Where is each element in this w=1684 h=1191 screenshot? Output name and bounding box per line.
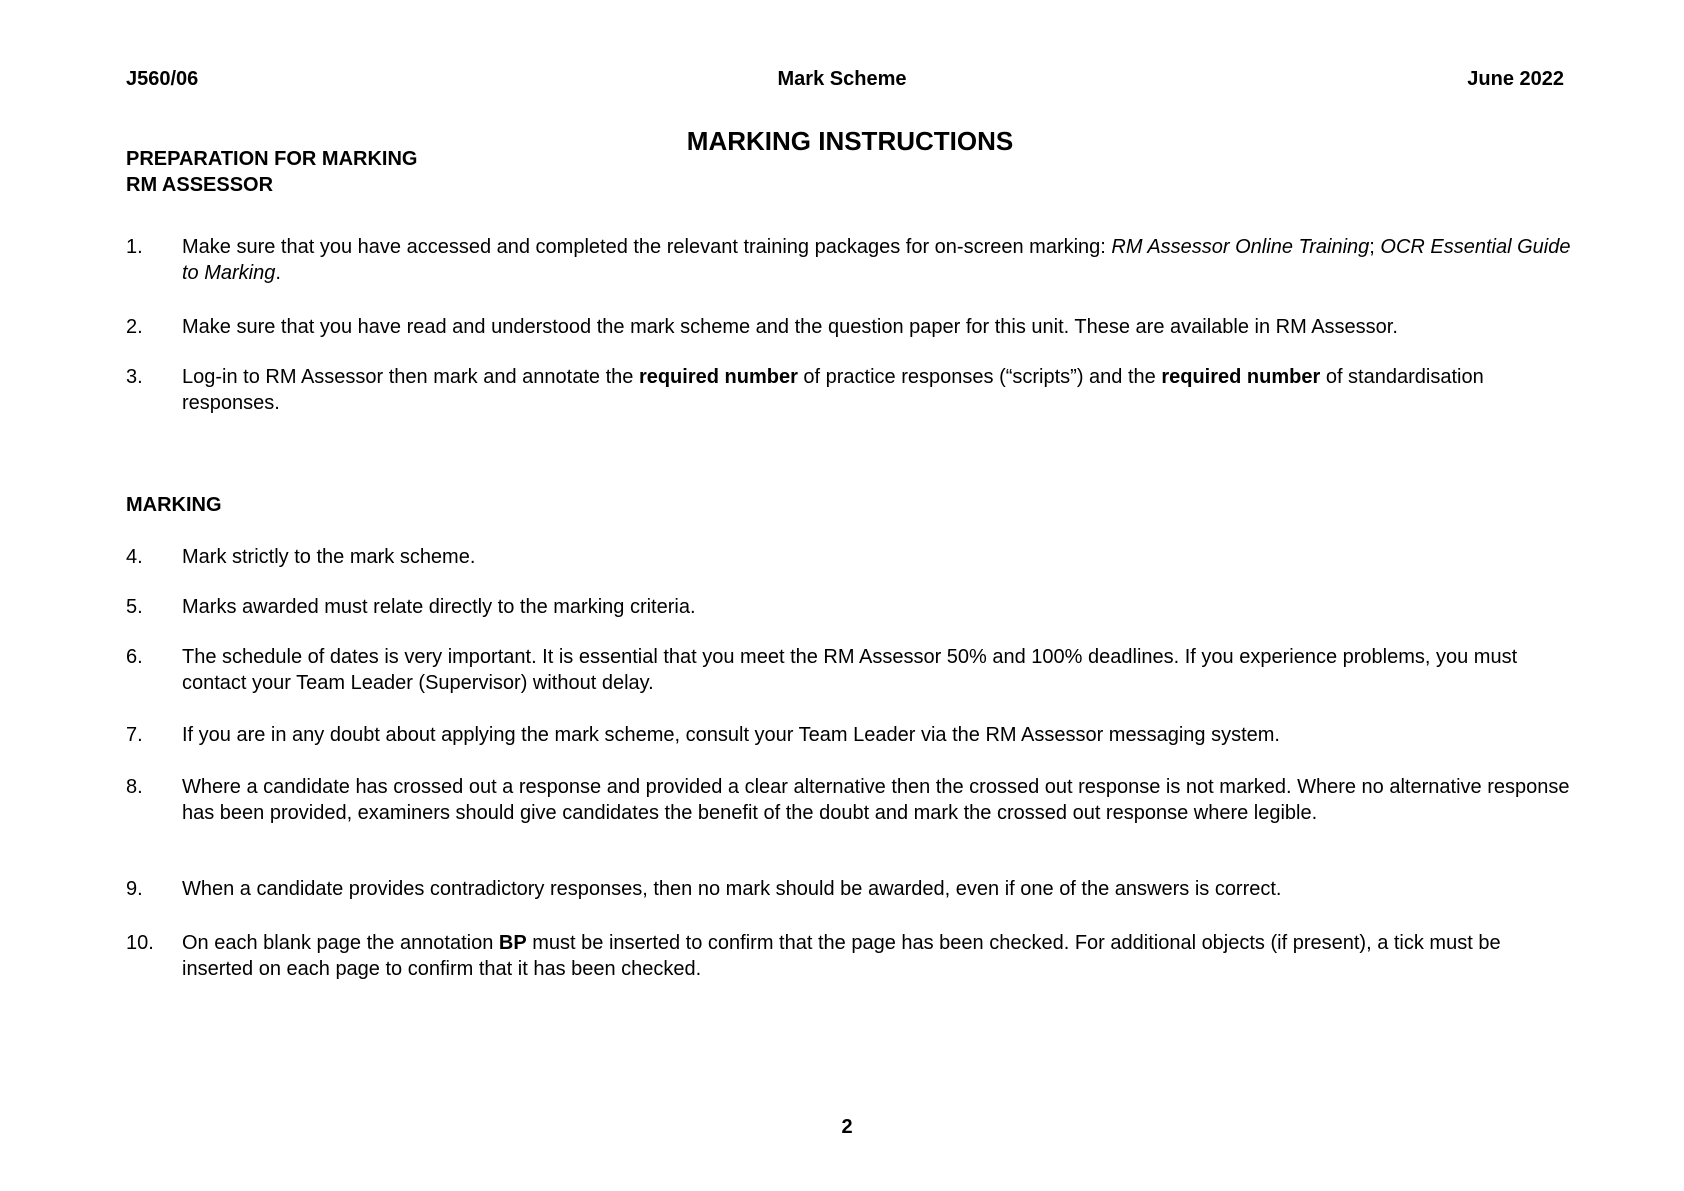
item-text [182, 364, 1576, 416]
item-text: Mark strictly to the mark scheme. [182, 546, 476, 568]
item-number: 2. [126, 316, 143, 338]
item-text: Where a candidate has crossed out a response and provided a clear alternative then the crossed out response is not marked. Where no alternative response has been provided, examiners should give candidates the benefit of the doubt and mark the crossed out response where legible. [182, 776, 1570, 824]
list-item [126, 594, 1576, 620]
text-run: of standardisation responses. [182, 366, 1484, 414]
list-item [126, 364, 1576, 416]
page-title: MARKING INSTRUCTIONS [686, 126, 1014, 156]
item-number: 3. [126, 366, 143, 388]
heading-preparation: PREPARATION FOR MARKING [126, 148, 418, 170]
item-text [182, 234, 1576, 286]
text-bold: required number [1161, 366, 1321, 388]
header-paper-code: J560/06 [126, 68, 199, 90]
item-number: 10. [126, 932, 154, 954]
text-run: must be inserted to confirm that the page has been checked. For additional objects (if present), a tick must be inserted on each page to confirm that it has been checked. [182, 932, 1501, 980]
item-text: When a candidate provides contradictory responses, then no mark should be awarded, even if one of the answers is correct. [182, 878, 1282, 900]
item-text [182, 930, 1576, 982]
text-italic: RM Assessor Online Training [1111, 236, 1370, 258]
text-run: . [275, 262, 281, 284]
item-text: Make sure that you have read and understood the mark scheme and the question paper for this unit. These are available in RM Assessor. [182, 316, 1398, 338]
text-italic: OCR Essential Guide to Marking [182, 236, 1571, 284]
item-number: 1. [126, 236, 143, 258]
text-run: Log-in to RM Assessor then mark and annotate the [182, 366, 639, 388]
item-text: The schedule of dates is very important. It is essential that you meet the RM Assessor 50% and 100% deadlines. If you experience problems, you must contact your Team Leader (Supervisor) without delay. [182, 646, 1518, 694]
list-item [126, 722, 1576, 748]
list-item [126, 930, 1576, 982]
list-item [126, 774, 1576, 826]
text-run: ; [1369, 236, 1381, 258]
item-number: 8. [126, 776, 143, 798]
text-run: Make sure that you have accessed and completed the relevant training packages for on-screen marking: [182, 236, 1112, 258]
list-item [126, 314, 1576, 340]
list-item [126, 644, 1576, 696]
text-run: of practice responses (“scripts”) and the [797, 366, 1162, 388]
item-text: Marks awarded must relate directly to the marking criteria. [182, 596, 696, 618]
item-number: 6. [126, 646, 143, 668]
list-item [126, 234, 1576, 286]
header-date: June 2022 [1467, 68, 1564, 90]
item-number: 5. [126, 596, 143, 618]
text-bold: BP [498, 932, 527, 954]
heading-marking: MARKING [126, 494, 222, 516]
header-title: Mark Scheme [777, 68, 907, 90]
item-number: 7. [126, 724, 143, 746]
text-bold: required number [638, 366, 798, 388]
item-number: 9. [126, 878, 143, 900]
heading-rm-assessor: RM ASSESSOR [126, 174, 274, 196]
list-item [126, 876, 1576, 902]
text-run: On each blank page the annotation [182, 932, 499, 954]
page-number: 2 [841, 1116, 853, 1138]
item-number: 4. [126, 546, 143, 568]
item-text: If you are in any doubt about applying the mark scheme, consult your Team Leader via the RM Assessor messaging system. [182, 724, 1280, 746]
list-item [126, 544, 1576, 570]
